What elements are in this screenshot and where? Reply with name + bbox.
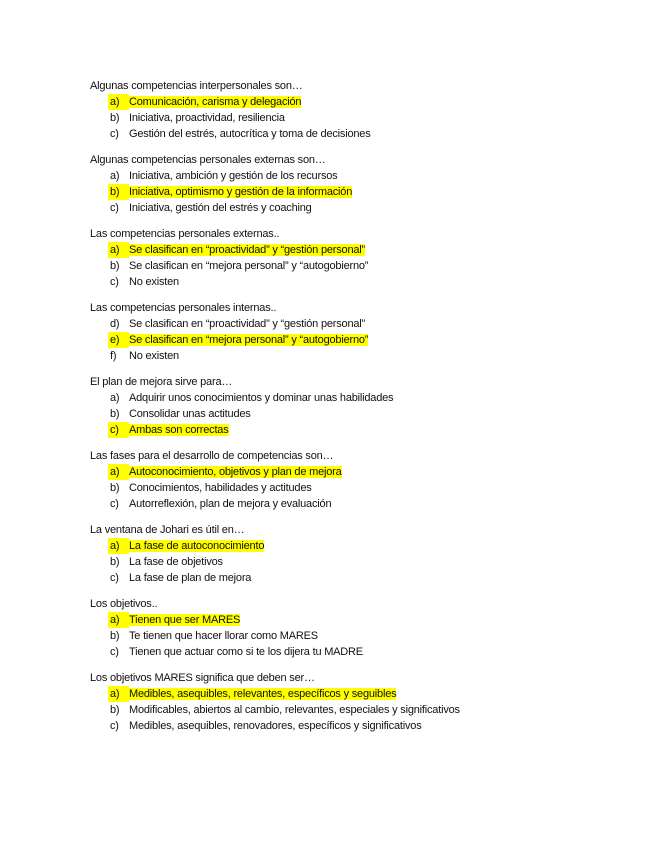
option-letter: a) [108,242,129,258]
option-text: Iniciativa, ambición y gestión de los recursos [129,170,338,182]
option-text: La fase de autoconocimiento [129,540,265,552]
answer-option [90,168,610,184]
option-letter: f) [110,350,117,362]
option-text: Medibles, asequibles, relevantes, específicos y seguibles [129,688,397,700]
option-text: Se clasifican en “mejora personal” y “autogobierno” [129,334,369,346]
highlighted-answer-option [90,422,610,438]
option-text: No existen [129,276,179,288]
option-text: Se clasifican en “proactividad” y “gestión personal” [129,244,365,256]
option-letter: e) [108,332,129,348]
highlighted-answer-option [90,94,610,110]
option-letter: a) [110,392,120,404]
option-letter: c) [110,720,119,732]
question-text: Las competencias personales externas.. [90,228,280,240]
option-text: Tienen que ser MARES [129,614,241,626]
question-text: Los objetivos.. [90,598,158,610]
question-block [90,226,610,290]
option-letter: c) [110,498,119,510]
question-text: Los objetivos MARES significa que deben ser… [90,672,315,684]
answer-option [90,348,610,364]
answer-option [90,554,610,570]
option-text: Te tienen que hacer llorar como MARES [129,630,318,642]
option-text: Ambas son correctas [129,424,229,436]
option-letter: b) [110,408,120,420]
question-block [90,78,610,142]
option-letter: d) [110,318,120,330]
highlighted-answer-option [90,612,610,628]
answer-option [90,406,610,422]
option-text: Tienen que actuar como si te los dijera tu MADRE [129,646,363,658]
option-letter: c) [110,128,119,140]
option-letter: a) [108,538,129,554]
question-block [90,522,610,586]
answer-option [90,258,610,274]
option-text: Se clasifican en “mejora personal” y “autogobierno” [129,260,369,272]
option-letter: c) [110,202,119,214]
answer-option [90,390,610,406]
answer-option [90,274,610,290]
option-text: Iniciativa, optimismo y gestión de la información [129,186,353,198]
question-block [90,596,610,660]
option-text: La fase de plan de mejora [129,572,252,584]
option-letter: b) [110,630,120,642]
question-text: El plan de mejora sirve para… [90,376,233,388]
answer-option [90,126,610,142]
option-text: Autoconocimiento, objetivos y plan de mejora [129,466,342,478]
option-text: Comunicación, carisma y delegación [129,96,302,108]
answer-option [90,480,610,496]
option-letter: c) [108,422,129,438]
question-block [90,670,610,734]
highlighted-answer-option [90,686,610,702]
highlighted-answer-option [90,242,610,258]
option-letter: c) [110,276,119,288]
answer-option [90,702,610,718]
question-text: Algunas competencias personales externas son… [90,154,326,166]
option-letter: a) [108,94,129,110]
quiz-document [90,78,610,744]
option-letter: b) [110,556,120,568]
question-block [90,152,610,216]
question-text: La ventana de Johari es útil en… [90,524,245,536]
option-letter: c) [110,572,119,584]
question-block [90,300,610,364]
highlighted-answer-option [90,332,610,348]
option-letter: b) [108,184,129,200]
option-letter: c) [110,646,119,658]
question-block [90,374,610,438]
highlighted-answer-option [90,184,610,200]
question-text: Las competencias personales internas.. [90,302,277,314]
answer-option [90,110,610,126]
option-text: Adquirir unos conocimientos y dominar unas habilidades [129,392,394,404]
option-letter: b) [110,260,120,272]
answer-option [90,718,610,734]
option-text: Consolidar unas actitudes [129,408,251,420]
option-letter: a) [108,464,129,480]
option-text: No existen [129,350,179,362]
option-text: Autorreflexión, plan de mejora y evaluación [129,498,332,510]
option-letter: a) [108,686,129,702]
option-letter: b) [110,482,120,494]
question-text: Algunas competencias interpersonales son… [90,80,303,92]
answer-option [90,644,610,660]
option-text: Iniciativa, proactividad, resiliencia [129,112,285,124]
option-text: Medibles, asequibles, renovadores, específicos y significativos [129,720,422,732]
highlighted-answer-option [90,538,610,554]
answer-option [90,496,610,512]
option-text: Se clasifican en “proactividad” y “gestión personal” [129,318,365,330]
answer-option [90,570,610,586]
answer-option [90,200,610,216]
option-letter: a) [110,170,120,182]
option-text: Modificables, abiertos al cambio, relevantes, especiales y significativos [129,704,460,716]
answer-option [90,316,610,332]
highlighted-answer-option [90,464,610,480]
option-letter: a) [108,612,129,628]
question-block [90,448,610,512]
option-text: Conocimientos, habilidades y actitudes [129,482,312,494]
option-text: La fase de objetivos [129,556,223,568]
option-letter: b) [110,112,120,124]
answer-option [90,628,610,644]
option-text: Iniciativa, gestión del estrés y coaching [129,202,312,214]
question-text: Las fases para el desarrollo de competencias son… [90,450,334,462]
option-letter: b) [110,704,120,716]
option-text: Gestión del estrés, autocrítica y toma de decisiones [129,128,371,140]
